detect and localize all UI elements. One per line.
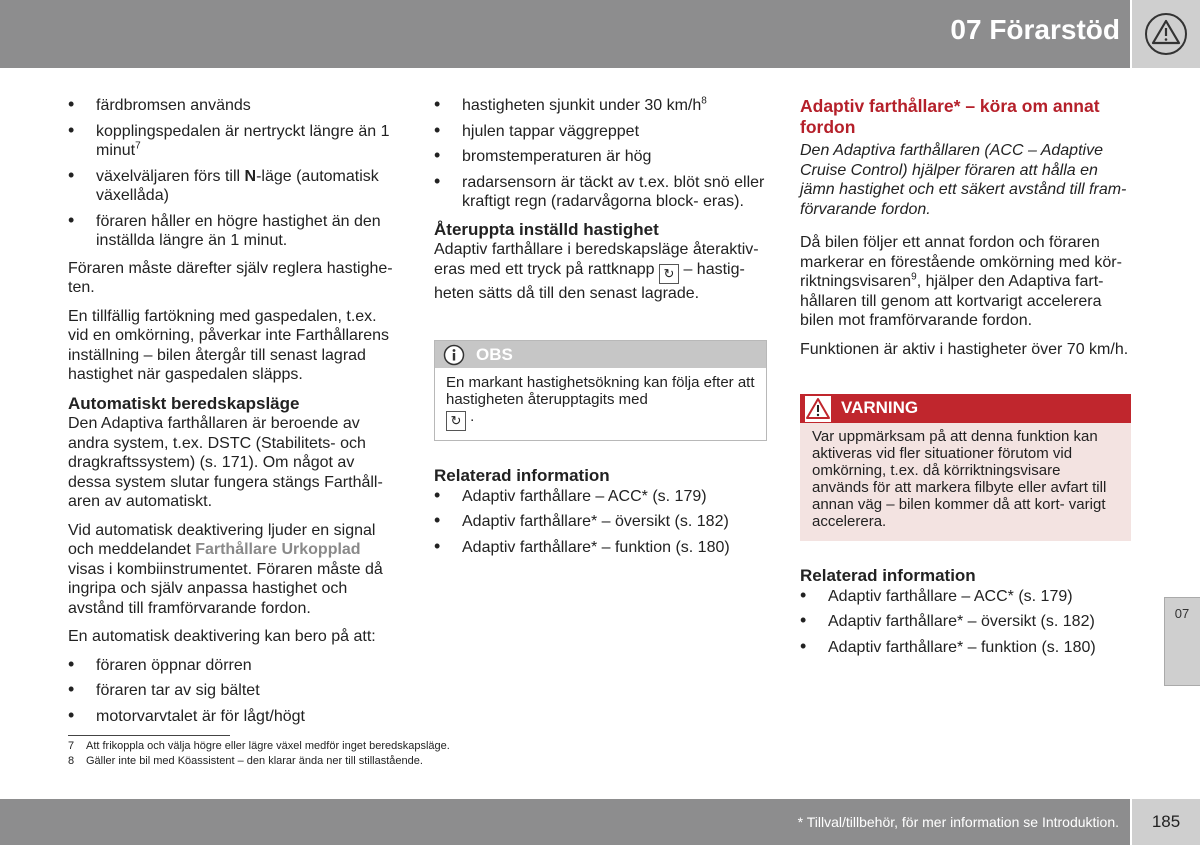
section-heading: Automatiskt beredskapsläge bbox=[68, 393, 300, 413]
paragraph: Den Adaptiva farthållaren är beroende av andra system, t.ex. DSTC (Stabilitets- och dragkraftssystem) (s. 171). Om något av dessa system slutar fungera stängs Farthåll- aren av automatiskt. bbox=[68, 415, 383, 510]
section-heading: Relaterad information bbox=[434, 466, 610, 485]
paragraph: Funktionen är aktiv i hastigheter över 70 km/h. bbox=[800, 340, 1129, 358]
related-link[interactable]: • Adaptiv farthållare* – funktion (s. 180) bbox=[800, 638, 1132, 658]
section-heading: Återuppta inställd hastighet bbox=[434, 219, 659, 239]
related-list bbox=[800, 587, 1132, 658]
info-icon bbox=[443, 344, 465, 366]
paragraph: Föraren måste därefter själv reglera hastighe- ten. bbox=[68, 259, 393, 296]
footnote-ref: 9 bbox=[911, 271, 917, 283]
warning-box bbox=[800, 394, 1131, 541]
obs-header bbox=[435, 341, 766, 368]
related-link[interactable]: • Adaptiv farthållare* – översikt (s. 182) bbox=[434, 512, 766, 532]
paragraph: En tillfällig fartökning med gaspedalen, t.ex. vid en omkörning, påverkar inte Farthållarens inställning – bilen återgår till senast lagrad hastighet när gaspedalen släpps. bbox=[68, 307, 390, 383]
paragraph: Adaptiv farthållare i beredskapsläge återaktiv- eras med ett tryck på rattknapp ↻ – hastig- heten sätts då till den senast lagrade. bbox=[434, 241, 759, 302]
chapter-icon-box bbox=[1132, 0, 1200, 68]
related-link[interactable]: • Adaptiv farthållare* – funktion (s. 180) bbox=[434, 538, 766, 558]
footnote: 7 Att frikoppla och välja högre eller lägre växel medför inget beredskapsläge. bbox=[68, 740, 450, 752]
related-link[interactable]: • Adaptiv farthållare – ACC* (s. 179) bbox=[434, 487, 766, 507]
list-item: • hjulen tappar väggreppet bbox=[434, 122, 766, 142]
intro-paragraph: Den Adaptiva farthållaren (ACC – Adaptive Cruise Control) hjälper föraren att hålla en jämn hastighet och ett säkert avstånd till fram- förvarande fordon. bbox=[800, 142, 1127, 218]
list-item: • bromstemperaturen är hög bbox=[434, 147, 766, 167]
chapter-side-tab-label: 07 bbox=[1174, 606, 1190, 621]
obs-text: En markant hastighetsökning kan följa efter att hastigheten återupptagits med ↻ . bbox=[435, 368, 766, 431]
list-item: • föraren håller en högre hastighet än den inställda längre än 1 minut. bbox=[68, 212, 398, 251]
footnote-divider bbox=[68, 735, 230, 736]
obs-title: OBS bbox=[476, 345, 513, 364]
footnote-ref: 8 bbox=[701, 95, 707, 107]
chapter-title: 07 Förarstöd bbox=[950, 14, 1120, 45]
warning-title: VARNING bbox=[841, 398, 919, 417]
display-message: Farthållare Urkopplad bbox=[195, 541, 361, 558]
column-2-related bbox=[434, 458, 766, 565]
footnote: 8 Gäller inte bil med Köassistent – den klarar ända ner till stillastående. bbox=[68, 755, 423, 767]
footer-note: * Tillval/tillbehör, för mer information se Introduktion. bbox=[797, 814, 1119, 830]
list-item: • hastigheten sjunkit under 30 $km/h^8$ bbox=[434, 96, 766, 116]
paragraph: Vid automatisk deaktivering ljuder en signal och meddelandet Farthållare Urkopplad visas i kombiinstrumentet. Föraren måste då ingripa och själv anpassa hastighet och avstånd till framförvarande fordon. bbox=[68, 521, 383, 617]
condition-list bbox=[68, 96, 398, 251]
warning-text: Var uppmärksam på att denna funktion kan aktiveras vid fler situationer förutom vid omkörning, t.ex. då körriktningsvisare används för att markera filbyte eller avfart till annan väg – bilen kommer då att kort- varigt accelerera. bbox=[812, 428, 1107, 530]
column-1 bbox=[68, 96, 398, 734]
deactivation-list bbox=[68, 656, 398, 727]
resume-icon: ↻ bbox=[446, 411, 466, 431]
page-number: 185 bbox=[1151, 812, 1181, 831]
column-3-related bbox=[800, 558, 1132, 665]
section-heading: Relaterad information bbox=[800, 566, 976, 585]
list-item: • växelväljaren förs till N-läge (automatisk växellåda) bbox=[68, 167, 398, 206]
condition-list-cont bbox=[434, 96, 766, 212]
related-link[interactable]: • Adaptiv farthållare* – översikt (s. 182) bbox=[800, 612, 1132, 632]
list-item: • föraren tar av sig bältet bbox=[68, 681, 398, 701]
warning-triangle-icon bbox=[805, 396, 831, 422]
paragraph: Då bilen följer ett annat fordon och föraren markerar en förestående omkörning med kör- riktningsvisaren$^9$, hjälper den Adaptiva fart- hållaren till genom att kortvarigt accelerera bilen mot framförvarande fordon. bbox=[800, 234, 1122, 329]
column-2 bbox=[434, 96, 766, 312]
obs-note-box bbox=[434, 340, 767, 441]
list-item: • färdbromsen används bbox=[68, 96, 398, 116]
paragraph: En automatisk deaktivering kan bero på att: bbox=[68, 628, 376, 645]
resume-icon: ↻ bbox=[659, 264, 679, 284]
warning-header bbox=[800, 394, 1131, 423]
list-item: • radarsensorn är täckt av t.ex. blöt snö eller kraftigt regn (radarvågorna block- eras). bbox=[434, 173, 766, 212]
list-item: • motorvarvtalet är för lågt/högt bbox=[68, 707, 398, 727]
list-item: • kopplingspedalen är nertryckt längre än 1 minut$^7$ bbox=[68, 122, 398, 161]
column-3 bbox=[800, 96, 1132, 368]
warning-triangle-icon bbox=[1132, 0, 1200, 68]
article-heading: Adaptiv farthållare* – köra om annat fordon bbox=[800, 96, 1100, 137]
footnote-ref: 7 bbox=[135, 140, 141, 152]
related-link[interactable]: • Adaptiv farthållare – ACC* (s. 179) bbox=[800, 587, 1132, 607]
list-item: • föraren öppnar dörren bbox=[68, 656, 398, 676]
related-list bbox=[434, 487, 766, 558]
